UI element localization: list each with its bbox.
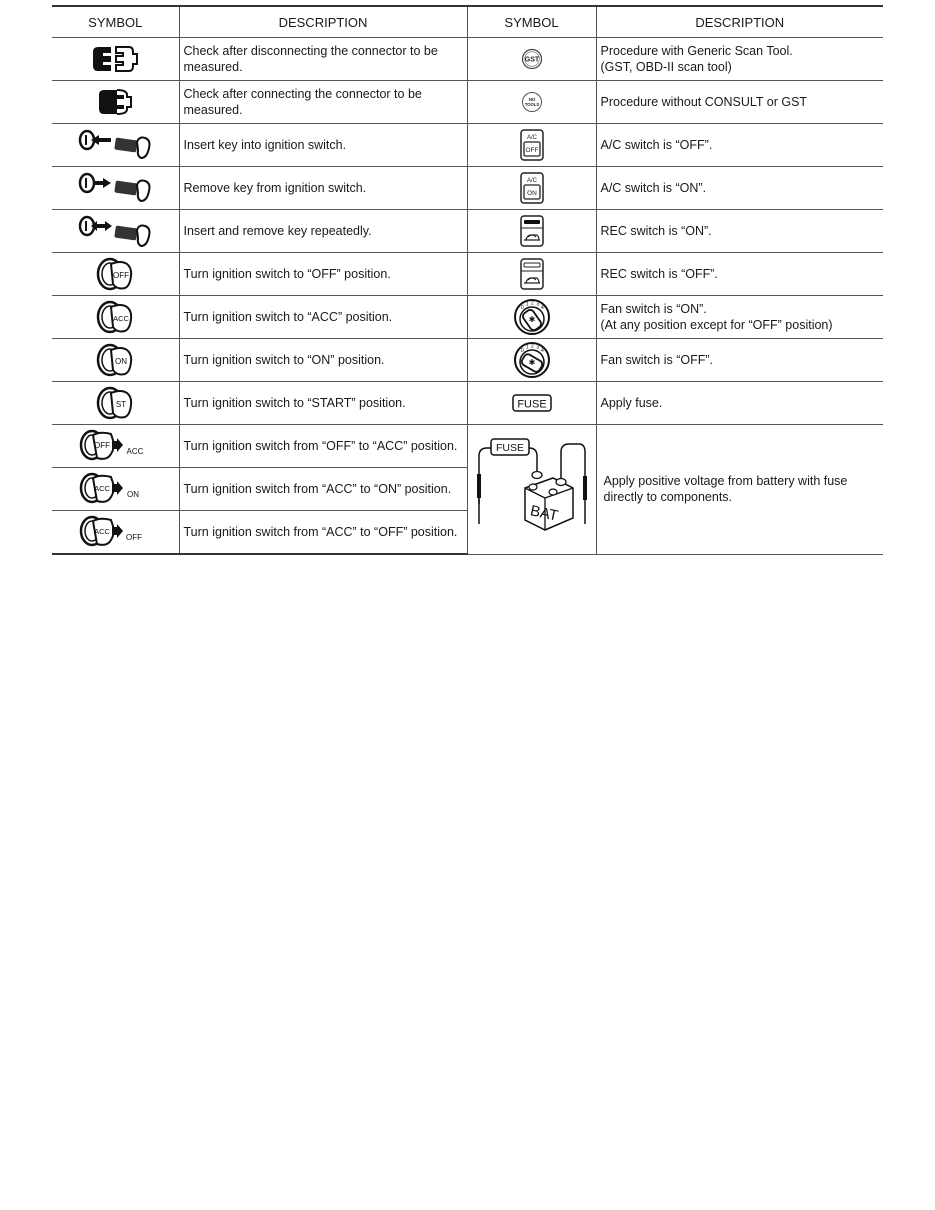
table-row bbox=[52, 425, 883, 468]
description-line: REC switch is “ON”. bbox=[600, 224, 712, 238]
battery-fuse-icon bbox=[467, 425, 596, 555]
no-tools-icon bbox=[467, 81, 596, 124]
ac-on-icon bbox=[467, 167, 596, 210]
table-row bbox=[52, 167, 883, 210]
description-line: Apply fuse. bbox=[600, 396, 663, 410]
description-cell bbox=[596, 296, 883, 339]
description-line: A/C switch is “ON”. bbox=[600, 181, 707, 195]
table-row bbox=[52, 253, 883, 296]
svg-text:✱: ✱ bbox=[528, 358, 535, 367]
description-cell bbox=[596, 339, 883, 382]
header-symbol-left: SYMBOL bbox=[52, 6, 179, 38]
description-cell bbox=[596, 210, 883, 253]
description-line: Procedure without CONSULT or GST bbox=[600, 95, 808, 109]
description-cell: Check after connecting the connector to be measured. bbox=[179, 81, 467, 124]
svg-text:GST: GST bbox=[524, 56, 539, 64]
svg-text:A/C: A/C bbox=[526, 135, 537, 141]
description-cell: Turn ignition switch to “ACC” position. bbox=[179, 296, 467, 339]
fuse-icon bbox=[467, 382, 596, 425]
rec-off-icon bbox=[467, 253, 596, 296]
svg-text:ACC: ACC bbox=[126, 447, 144, 456]
table-row bbox=[52, 339, 883, 382]
description-cell bbox=[596, 253, 883, 296]
description-line: REC switch is “OFF”. bbox=[600, 267, 718, 281]
ignition-off-to-acc-icon bbox=[52, 425, 179, 468]
description-line: (GST, OBD-II scan tool) bbox=[600, 60, 732, 74]
table-row bbox=[52, 81, 883, 124]
connector-disconnected-icon bbox=[52, 38, 179, 81]
ignition-on-icon bbox=[52, 339, 179, 382]
description-cell: Turn ignition switch to “START” position. bbox=[179, 382, 467, 425]
svg-text:0: 0 bbox=[520, 348, 524, 354]
table-row bbox=[52, 382, 883, 425]
ignition-acc-to-on-icon bbox=[52, 468, 179, 511]
description-line: directly to components. bbox=[603, 490, 733, 505]
table-row bbox=[52, 296, 883, 339]
description-cell: Turn ignition switch from “ACC” to “OFF” position. bbox=[179, 511, 467, 555]
svg-text:ON: ON bbox=[115, 357, 128, 366]
table-row bbox=[52, 38, 883, 81]
svg-text:FUSE: FUSE bbox=[516, 398, 547, 411]
svg-text:A/C: A/C bbox=[526, 178, 537, 184]
svg-text:1: 1 bbox=[525, 344, 529, 351]
header-description-right: DESCRIPTION bbox=[596, 6, 883, 38]
ignition-off-icon bbox=[52, 253, 179, 296]
description-cell: Turn ignition switch from “ACC” to “ON” position. bbox=[179, 468, 467, 511]
svg-text:ST: ST bbox=[116, 400, 127, 409]
svg-text:ACC: ACC bbox=[94, 484, 111, 493]
description-cell bbox=[596, 382, 883, 425]
description-line: (At any position except for “OFF” position) bbox=[600, 318, 833, 332]
svg-text:ACC: ACC bbox=[113, 314, 130, 323]
ignition-start-icon bbox=[52, 382, 179, 425]
description-cell bbox=[596, 124, 883, 167]
description-cell bbox=[596, 167, 883, 210]
svg-text:ON: ON bbox=[526, 190, 537, 197]
description-cell: Turn ignition switch to “ON” position. bbox=[179, 339, 467, 382]
description-cell: Remove key from ignition switch. bbox=[179, 167, 467, 210]
description-line: A/C switch is “OFF”. bbox=[600, 138, 713, 152]
svg-text:OFF: OFF bbox=[113, 271, 130, 280]
table-row bbox=[52, 124, 883, 167]
description-cell bbox=[596, 38, 883, 81]
description-cell bbox=[596, 425, 883, 555]
key-insert-icon bbox=[52, 124, 179, 167]
svg-text:✱: ✱ bbox=[528, 315, 535, 324]
symbol-table bbox=[52, 5, 883, 555]
svg-text:ON: ON bbox=[127, 490, 140, 499]
connector-connected-icon bbox=[52, 81, 179, 124]
fan-on-icon bbox=[467, 296, 596, 339]
svg-text:OFF: OFF bbox=[126, 533, 143, 542]
description-line: Procedure with Generic Scan Tool. bbox=[600, 44, 793, 58]
svg-text:0: 0 bbox=[520, 305, 524, 311]
svg-text:1: 1 bbox=[525, 301, 529, 308]
key-remove-icon bbox=[52, 167, 179, 210]
svg-text:FUSE: FUSE bbox=[495, 442, 524, 455]
table-row bbox=[52, 210, 883, 253]
svg-text:OFF: OFF bbox=[525, 147, 538, 154]
description-line: Apply positive voltage from battery with fuse bbox=[603, 474, 848, 489]
svg-text:3: 3 bbox=[536, 344, 539, 351]
description-cell: Insert key into ignition switch. bbox=[179, 124, 467, 167]
header-symbol-right: SYMBOL bbox=[467, 6, 596, 38]
description-line: Fan switch is “OFF”. bbox=[600, 353, 714, 367]
description-cell: Insert and remove key repeatedly. bbox=[179, 210, 467, 253]
svg-text:3: 3 bbox=[536, 301, 539, 308]
svg-text:OFF: OFF bbox=[94, 441, 111, 450]
table-header-row bbox=[52, 6, 883, 38]
svg-text:4: 4 bbox=[540, 348, 544, 354]
svg-text:2: 2 bbox=[530, 343, 534, 350]
ac-off-icon bbox=[467, 124, 596, 167]
ignition-acc-icon bbox=[52, 296, 179, 339]
gst-icon bbox=[467, 38, 596, 81]
ignition-acc-to-off-icon bbox=[52, 511, 179, 555]
svg-text:4: 4 bbox=[540, 305, 544, 311]
key-insert-remove-icon bbox=[52, 210, 179, 253]
description-cell: Turn ignition switch from “OFF” to “ACC” position. bbox=[179, 425, 467, 468]
description-cell bbox=[596, 81, 883, 124]
svg-text:TOOLS: TOOLS bbox=[524, 102, 539, 107]
svg-text:2: 2 bbox=[530, 300, 534, 307]
fan-off-icon bbox=[467, 339, 596, 382]
svg-text:BAT: BAT bbox=[528, 502, 560, 525]
description-cell: Turn ignition switch to “OFF” position. bbox=[179, 253, 467, 296]
svg-text:NO: NO bbox=[528, 97, 535, 102]
header-description-left: DESCRIPTION bbox=[179, 6, 467, 38]
rec-on-icon bbox=[467, 210, 596, 253]
description-cell: Check after disconnecting the connector to be measured. bbox=[179, 38, 467, 81]
svg-text:ACC: ACC bbox=[94, 527, 111, 536]
description-line: Fan switch is “ON”. bbox=[600, 302, 707, 316]
